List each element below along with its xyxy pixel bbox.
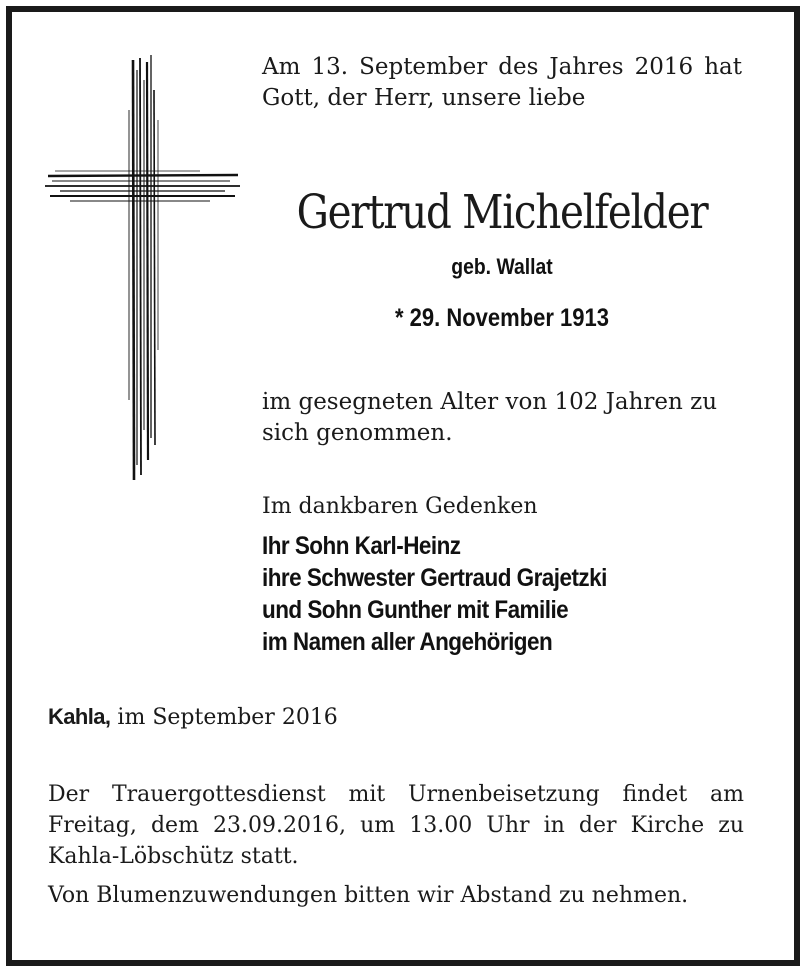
memory-text: Im dankbaren Gedenken [262,494,538,519]
mourner-line: ihre Schwester Gertraud Grajetzki [262,564,607,592]
maiden-name: geb. Wallat [451,254,553,279]
mourner-line: im Namen aller Angehörigen [262,628,553,656]
intro-text: Am 13. September des Jahres 2016 hat Gott, der Herr, unsere liebe [262,54,742,111]
mourner-line: Ihr Sohn Karl-Heinz [262,532,461,560]
age-text: im gesegneten Alter von 102 Jahren zu sich genommen. [262,389,718,446]
mourner-line: und Sohn Gunther mit Familie [262,596,569,624]
place-date: im September 2016 [117,705,338,730]
mourners-list [262,530,742,658]
place-line [48,702,748,733]
cross-icon [40,50,240,490]
birth-date: * 29. November 1913 [394,304,610,332]
flowers-text: Von Blumenzuwendungen bitten wir Abstand zu nehmen. [48,883,689,908]
deceased-name: Gertrud Michelfelder [296,185,708,240]
place-name: Kahla, [48,704,111,729]
service-text: Der Trauergottesdienst mit Urnenbeisetzung findet am Freitag, dem 23.09.2016, um 13.00 Uhr in der Kirche zu Kahla-Löbschütz statt. [48,782,744,869]
